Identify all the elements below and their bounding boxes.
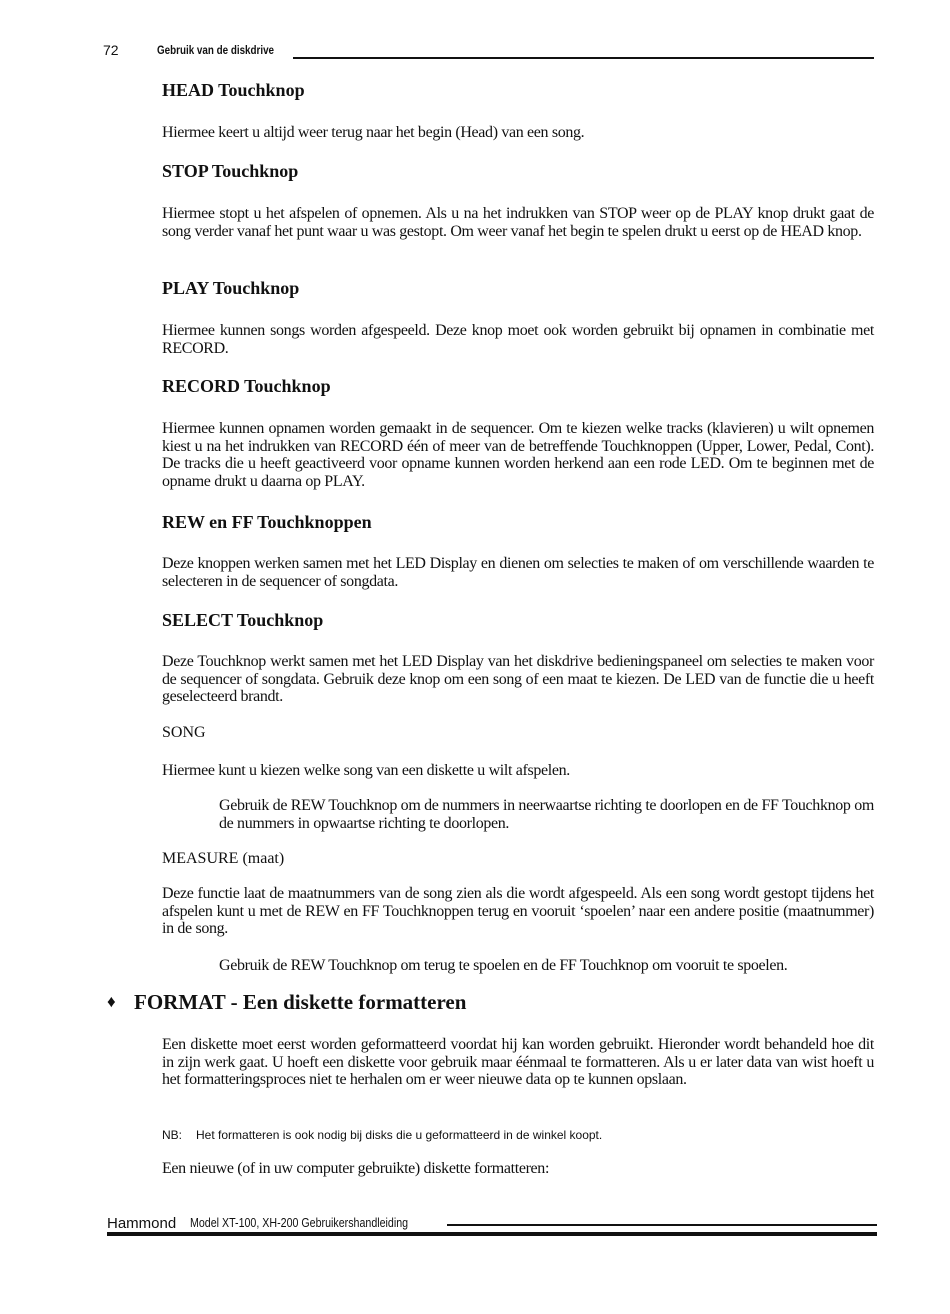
- header-rule: [293, 57, 874, 59]
- footer-rule-thick: [107, 1232, 877, 1236]
- select-heading: SELECT Touchknop: [162, 610, 324, 630]
- measure-indented-text: Gebruik de REW Touchknop om terug te spoelen en de FF Touchknop om vooruit te spoelen.: [219, 957, 788, 974]
- page-number: 72: [103, 42, 119, 58]
- head-text: Hiermee keert u altijd weer terug naar het begin (Head) van een song.: [162, 124, 585, 141]
- footer-rule-thin: [447, 1224, 877, 1226]
- footer-title: Model XT-100, XH-200 Gebruikershandleiding: [190, 1215, 409, 1230]
- play-text: Hiermee kunnen songs worden afgespeeld. Deze knop moet ook worden gebruikt bij opnamen in combinatie met RECORD.: [162, 322, 874, 357]
- play-heading: PLAY Touchknop: [162, 278, 300, 298]
- record-text: Hiermee kunnen opnamen worden gemaakt in de sequencer. Om te kiezen welke tracks (klavieren) u wilt opnemen kiest u na het indrukken van RECORD één of meer van de betreffende Touchknoppen (Upper, Lower, Pedal, Cont). De tracks die u heeft geactiveerd voor opname kunnen worden herkend aan een rode LED. Om te beginnen met de opname drukt u daarna op PLAY.: [162, 420, 874, 490]
- format-heading: FORMAT - Een diskette formatteren: [134, 990, 467, 1014]
- running-title: Gebruik van de diskdrive: [157, 43, 275, 57]
- format-text: Een diskette moet eerst worden geformatteerd voordat hij kan worden gebruikt. Hieronder wordt behandeld hoe dit in zijn werk gaat. U hoeft een diskette voor gebruik maar éénmaal te formatteren. Als u er later data van wist hoeft u het formatteringsproces niet te herhalen om er weer nieuwe data op te kunnen opslaan.: [162, 1036, 874, 1088]
- format-note: [162, 1128, 602, 1142]
- stop-heading: STOP Touchknop: [162, 161, 299, 181]
- song-heading: SONG: [162, 724, 206, 741]
- diamond-bullet-icon: ♦: [107, 992, 116, 1011]
- format-closing-text: Een nieuwe (of in uw computer gebruikte) diskette formatteren:: [162, 1160, 550, 1177]
- rew-ff-text: Deze knoppen werken samen met het LED Display en dienen om selecties te maken of om verschillende waarden te selecteren in de sequencer of songdata.: [162, 555, 874, 590]
- note-label: NB:: [162, 1128, 183, 1142]
- head-heading: HEAD Touchknop: [162, 80, 305, 100]
- measure-heading: MEASURE (maat): [162, 850, 285, 867]
- song-text: Hiermee kunt u kiezen welke song van een diskette u wilt afspelen.: [162, 762, 570, 779]
- rew-ff-heading: REW en FF Touchknoppen: [162, 512, 372, 532]
- note-text: Het formatteren is ook nodig bij disks die u geformatteerd in de winkel koopt.: [196, 1128, 603, 1142]
- select-text: Deze Touchknop werkt samen met het LED Display van het diskdrive bedieningspaneel om selecties te maken voor de sequencer of songdata. Gebruik deze knop om een song of een maat te kiezen. De LED van de functie die u heeft geselecteerd brandt.: [162, 653, 874, 705]
- song-indented-text: Gebruik de REW Touchknop om de nummers in neerwaartse richting te doorlopen en de FF Touchknop om de nummers in opwaartse richting te doorlopen.: [219, 797, 874, 832]
- footer-brand: Hammond: [107, 1215, 177, 1232]
- measure-text: Deze functie laat de maatnummers van de song zien als die wordt afgespeeld. Als een song wordt gestopt tijdens het afspelen kunt u met de REW en FF Touchknoppen terug en vooruit ‘spoelen’ naar een andere positie (maatnummer) in de song.: [162, 885, 874, 937]
- stop-text: Hiermee stopt u het afspelen of opnemen. Als u na het indrukken van STOP weer op de PLAY knop drukt gaat de song verder vanaf het punt waar u was gestopt. Om weer vanaf het begin te spelen drukt u eerst op de HEAD knop.: [162, 205, 874, 240]
- record-heading: RECORD Touchknop: [162, 376, 331, 396]
